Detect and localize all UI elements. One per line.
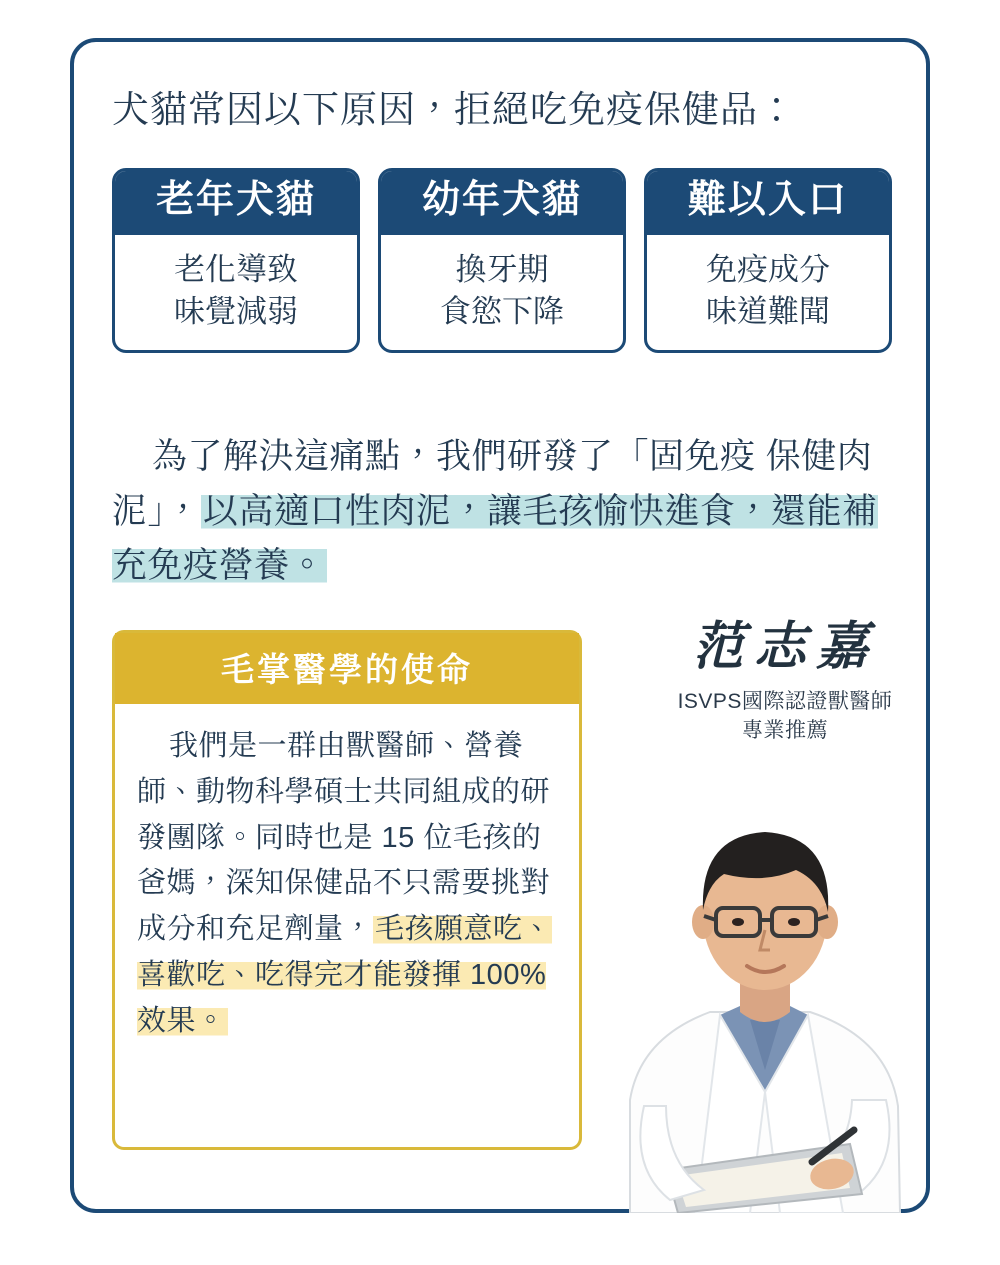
reason-card <box>112 168 360 353</box>
reason-card-list <box>112 168 902 353</box>
vet-signature: 范志嘉 <box>691 616 878 677</box>
mission-box <box>112 630 582 1150</box>
mission-title: 毛掌醫學的使命 <box>115 633 579 704</box>
reason-card-line2: 味道難聞 <box>706 294 830 330</box>
reason-card-body <box>647 235 889 351</box>
reason-card <box>644 168 892 353</box>
vet-photo <box>600 770 930 1213</box>
vet-endorsement <box>640 616 930 746</box>
reason-card-line1: 換牙期 <box>455 251 549 287</box>
reason-card-line1: 老化導致 <box>174 251 298 287</box>
reason-card-line2: 食慾下降 <box>440 294 564 330</box>
reason-card-body <box>381 235 623 351</box>
vet-credential-line1: ISVPS國際認證獸醫師 <box>677 689 893 713</box>
mission-highlighted-text: 毛孩願意吃、喜歡吃、吃得完才能發揮 100% 效果。 <box>137 913 553 1037</box>
page-title: 犬貓常因以下原因，拒絕吃免疫保健品： <box>112 89 796 130</box>
paragraph-plain-text: 為了解決這痛點，我們研發了「固免疫 保健肉泥」， <box>112 437 873 531</box>
reason-card-title: 難以入口 <box>647 171 889 235</box>
mission-plain-text: 我們是一群由獸醫師、營養師、動物科學碩士共同組成的研發團隊。同時也是 15 位毛孩的爸媽，深知保健品不只需要挑對成分和充足劑量， <box>137 730 551 946</box>
mission-text <box>115 704 579 1045</box>
reason-card <box>378 168 626 353</box>
reason-card-title: 幼年犬貓 <box>381 171 623 235</box>
reason-card-line2: 味覺減弱 <box>174 294 298 330</box>
vet-credential-line2: 專業推薦 <box>742 719 828 743</box>
reason-card-title: 老年犬貓 <box>115 171 357 235</box>
reason-card-line1: 免疫成分 <box>706 251 830 287</box>
vet-credential <box>640 687 930 747</box>
solution-paragraph <box>112 430 902 594</box>
reason-card-body <box>115 235 357 351</box>
paragraph-highlighted-text: 以高適口性肉泥，讓毛孩愉快進食，還能補充免疫營養。 <box>112 491 878 586</box>
vet-portrait-illustration <box>600 770 930 1213</box>
